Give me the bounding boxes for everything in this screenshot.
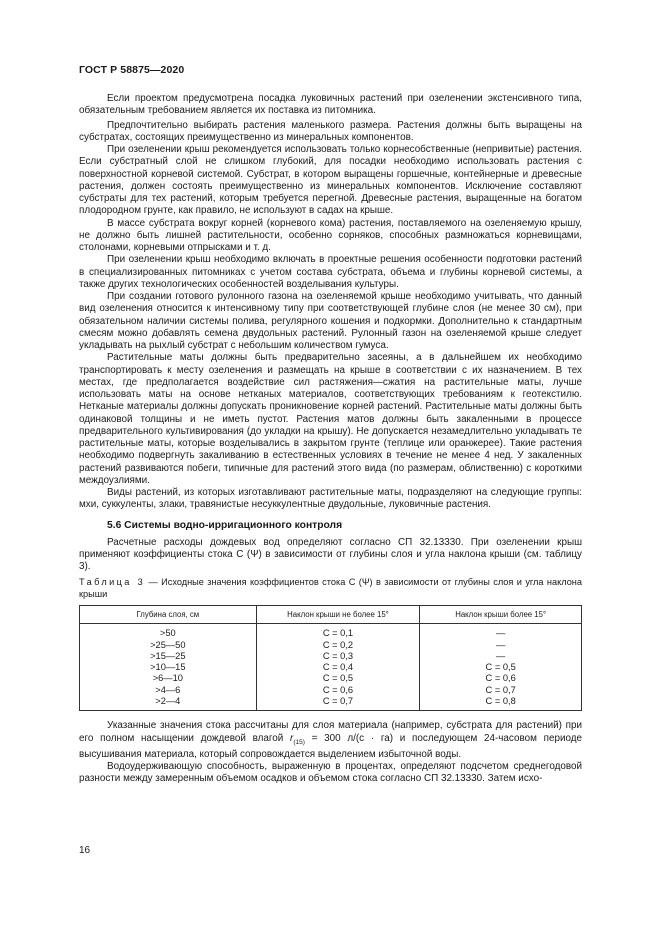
column-header-depth: Глубина слоя, см <box>80 606 257 624</box>
formula-variable: r <box>290 732 294 744</box>
table-cell: C = 0,1 <box>256 624 420 640</box>
table-row <box>80 640 582 651</box>
paragraph: Если проектом предусмотрена посадка луковичных растений при озеленении экстенсивного типа, обязательным требованием является их поставка из питомника. <box>79 93 582 117</box>
table-cell: C = 0,2 <box>256 640 420 651</box>
body-text <box>79 93 582 786</box>
table-row <box>80 696 582 711</box>
table-cell: >25—50 <box>80 640 257 651</box>
table-cell: C = 0,6 <box>256 685 420 696</box>
paragraph: При озеленении крыш рекомендуется использовать только корнесобственные (непривитые) растения. Если субстратный слой не слишком глубокий, для посадки необходимо использовать растения с поверхностной корневой системой. Субстрат, в котором выращены горшечные, контейнерные и древесные растения, должен состоять преимущественно из минеральных компонентов. Исключение составляют субстраты для тех растений, которым требуется перегной. Древесные растения, выращенные на богатом плодородном грунте, как правило, не используют в садах на крыше. <box>79 144 582 217</box>
text-run: Указанные значения стока рассчитаны для слоя материала (например, субстрата для растений) при его полном насыщении дождевой влагой <box>79 720 582 744</box>
table-cell: >6—10 <box>80 673 257 684</box>
table-cell: C = 0,5 <box>256 673 420 684</box>
table-cell: C = 0,8 <box>420 696 582 711</box>
formula-subscript: (15) <box>293 738 305 746</box>
table-row <box>80 673 582 684</box>
table-header-row <box>80 606 582 624</box>
table-row <box>80 624 582 640</box>
paragraph <box>79 720 582 761</box>
paragraph: Водоудерживающую способность, выраженную в процентах, определяют подсчетом среднегодовой разности между замеренным объемом осадков и объемом стока согласно СП 32.13330. Затем исхо- <box>79 761 582 785</box>
column-header-slope-low: Наклон крыши не более 15° <box>256 606 420 624</box>
table-row <box>80 685 582 696</box>
table-cell: >2—4 <box>80 696 257 711</box>
page-number: 16 <box>79 845 91 856</box>
table-cell: C = 0,7 <box>256 696 420 711</box>
section-heading: 5.6 Системы водно-ирригационного контроля <box>107 519 343 531</box>
table-cell: — <box>420 640 582 651</box>
paragraph: При создании готового рулонного газона на озеленяемой крыше необходимо учитывать, что данный вид озеленения относится к интенсивному типу при соответствующей глубине слоя (не менее 30 см), при обязательном наличии системы полива, регулярного кошения и подкормки. Дополнительно к стандартным смесям можно добавлять семена двудольных растений. Рулонный газон на озеленяемой крыше следует укладывать на рыхлый субстрат с небольшим количеством гумуса. <box>79 291 582 351</box>
table-cell: >15—25 <box>80 651 257 662</box>
column-header-slope-high: Наклон крыши более 15° <box>420 606 582 624</box>
table-cell: — <box>420 624 582 640</box>
paragraph: При озеленении крыш необходимо включать в проектные решения особенности подготовки растений в специализированных питомниках с учетом состава субстрата, объема и глубины корневой системы, а также других технологических особенностей возделывания культуры. <box>79 254 582 290</box>
paragraph: Предпочтительно выбирать растения маленького размера. Растения должны быть выращены на субстратах, состоящих преимущественно из минеральных компонентов. <box>79 119 582 143</box>
table-cell: C = 0,3 <box>256 651 420 662</box>
table-cell: C = 0,5 <box>420 662 582 673</box>
table-caption <box>79 577 582 600</box>
table-row <box>80 651 582 662</box>
paragraph: В массе субстрата вокруг корней (корневого кома) растения, поставляемого на озеленяемую крышу, не должно быть лишней растительности, особенно сорняков, способных размножаться корневищами, столонами, корневыми отпрысками и т. д. <box>79 217 582 253</box>
paragraph: Виды растений, из которых изготавливают растительные маты, подразделяют на следующие группы: мхи, суккуленты, злаки, травянистые несуккулентные двудольные, луковичные растения. <box>79 487 582 511</box>
runoff-coefficient-table <box>79 605 582 711</box>
table-cell: — <box>420 651 582 662</box>
standard-header: ГОСТ Р 58875—2020 <box>79 64 185 76</box>
table-caption-label: Таблица 3 <box>79 577 146 588</box>
section-paragraph: Расчетные расходы дождевых вод определяют согласно СП 32.13330. При озеленении крыш применяют коэффициенты стока С (Ψ) в зависимости от глубины слоя и угла наклона крыши (см. таблицу 3). <box>79 536 582 572</box>
table-cell: >4—6 <box>80 685 257 696</box>
table-cell: C = 0,7 <box>420 685 582 696</box>
table-row <box>80 662 582 673</box>
table-cell: C = 0,4 <box>256 662 420 673</box>
text-run: = 300 л/(с · га) и последующем 24-часовом периоде высушивания материала, который сопровождается выделением избыточной воды. <box>79 732 582 760</box>
table-caption-text: — Исходные значения коэффициентов стока С (Ψ) в зависимости от глубины слоя и угла наклона крыши <box>79 577 582 599</box>
paragraph: Растительные маты должны быть предварительно засеяны, а в дальнейшем их необходимо транспортировать к месту озеленения и размещать на крыше в соответствии с их назначением. В тех местах, где предполагается воздействие сил растяжения—сжатия на растительные маты, лучше использовать маты на основе нетканых материалов, соответствующих требованиям к геотекстилю. Нетканые материалы должны допускать проникновение корней растений. Растительные маты должны быть одинаковой толщины и не иметь пустот. Растения матов должны быть закаленными в процессе предварительного культивирования (до укладки на крышу). Не допускается незамедлительно укладывать те растительные маты, которые возделывались в закрытом грунте (теплице или оранжерее). Такие растения необходимо подвергнуть закаливанию в естественных условиях в течение не менее 4 нед. У закаленных растений развиваются побеги, типичные для растений этого вида (по размерам, облиственню) с короткими междоузлиями. <box>79 352 582 486</box>
table-cell: >50 <box>80 624 257 640</box>
table-cell: >10—15 <box>80 662 257 673</box>
table-cell: C = 0,6 <box>420 673 582 684</box>
